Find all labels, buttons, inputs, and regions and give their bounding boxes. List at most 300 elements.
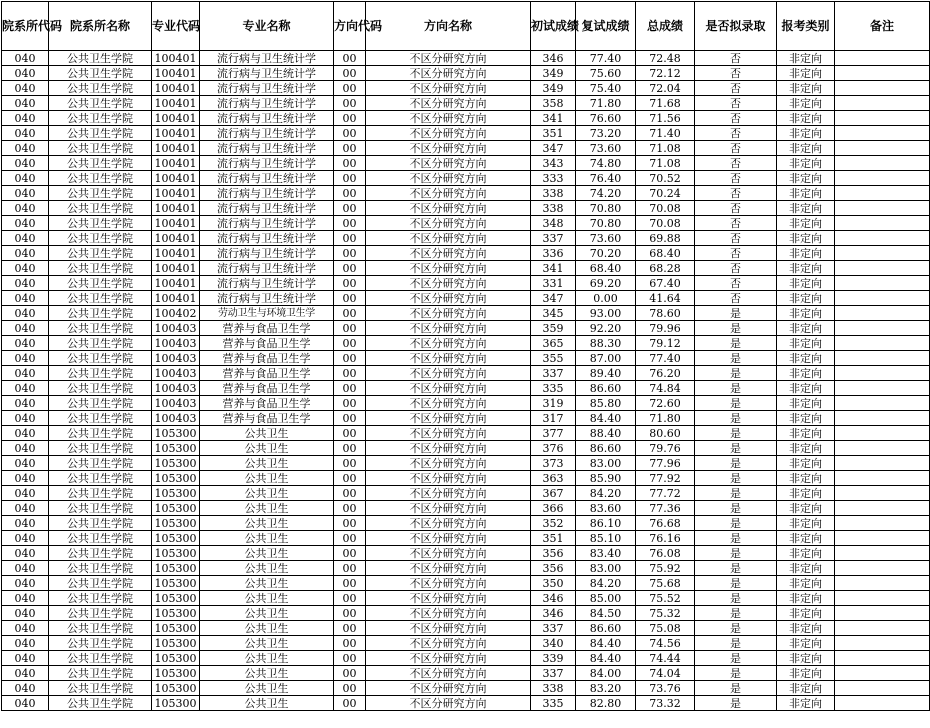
cell-remarks	[835, 366, 930, 381]
cell-admitted: 否	[695, 81, 777, 96]
cell-dept-name: 公共卫生学院	[49, 321, 152, 336]
cell-total-score: 76.16	[636, 531, 695, 546]
table-row	[2, 606, 930, 621]
cell-direction-code: 00	[334, 216, 366, 231]
cell-dept-code: 040	[2, 111, 49, 126]
cell-major-code: 100401	[152, 216, 200, 231]
cell-direction-code: 00	[334, 576, 366, 591]
cell-category: 非定向	[777, 501, 835, 516]
cell-major-code: 100401	[152, 291, 200, 306]
cell-dept-name: 公共卫生学院	[49, 681, 152, 696]
cell-total-score: 72.12	[636, 66, 695, 81]
cell-remarks	[835, 456, 930, 471]
cell-category: 非定向	[777, 606, 835, 621]
cell-dept-name: 公共卫生学院	[49, 696, 152, 711]
table-row	[2, 621, 930, 636]
cell-major-code: 100401	[152, 246, 200, 261]
cell-admitted: 是	[695, 501, 777, 516]
header-direction-name: 方向名称	[366, 2, 531, 51]
cell-remarks	[835, 441, 930, 456]
cell-major-code: 100401	[152, 276, 200, 291]
cell-direction-code: 00	[334, 261, 366, 276]
cell-category: 非定向	[777, 186, 835, 201]
cell-major-name: 流行病与卫生统计学	[200, 201, 334, 216]
cell-remarks	[835, 501, 930, 516]
cell-category: 非定向	[777, 576, 835, 591]
cell-major-code: 100401	[152, 156, 200, 171]
cell-direction-code: 00	[334, 81, 366, 96]
cell-direction-name: 不区分研究方向	[366, 231, 531, 246]
cell-major-code: 100403	[152, 381, 200, 396]
cell-initial-score: 349	[531, 81, 576, 96]
cell-category: 非定向	[777, 336, 835, 351]
cell-dept-code: 040	[2, 321, 49, 336]
cell-admitted: 是	[695, 561, 777, 576]
cell-category: 非定向	[777, 696, 835, 711]
cell-dept-code: 040	[2, 306, 49, 321]
cell-initial-score: 346	[531, 51, 576, 66]
cell-total-score: 73.32	[636, 696, 695, 711]
cell-initial-score: 346	[531, 591, 576, 606]
table-row	[2, 156, 930, 171]
cell-major-code: 100401	[152, 171, 200, 186]
cell-major-code: 100402	[152, 306, 200, 321]
table-row	[2, 396, 930, 411]
cell-retest-score: 84.40	[576, 636, 636, 651]
cell-major-code: 100401	[152, 66, 200, 81]
cell-direction-name: 不区分研究方向	[366, 336, 531, 351]
cell-remarks	[835, 351, 930, 366]
cell-admitted: 是	[695, 651, 777, 666]
cell-total-score: 75.68	[636, 576, 695, 591]
cell-direction-name: 不区分研究方向	[366, 246, 531, 261]
cell-initial-score: 335	[531, 696, 576, 711]
cell-direction-code: 00	[334, 231, 366, 246]
cell-admitted: 是	[695, 681, 777, 696]
cell-admitted: 否	[695, 96, 777, 111]
cell-total-score: 77.36	[636, 501, 695, 516]
cell-remarks	[835, 96, 930, 111]
cell-direction-name: 不区分研究方向	[366, 426, 531, 441]
cell-total-score: 69.88	[636, 231, 695, 246]
cell-initial-score: 345	[531, 306, 576, 321]
cell-direction-name: 不区分研究方向	[366, 501, 531, 516]
cell-major-name: 流行病与卫生统计学	[200, 231, 334, 246]
cell-major-code: 105300	[152, 636, 200, 651]
cell-direction-code: 00	[334, 96, 366, 111]
cell-total-score: 75.52	[636, 591, 695, 606]
cell-dept-name: 公共卫生学院	[49, 276, 152, 291]
cell-direction-name: 不区分研究方向	[366, 306, 531, 321]
cell-dept-code: 040	[2, 246, 49, 261]
cell-admitted: 是	[695, 351, 777, 366]
cell-direction-code: 00	[334, 456, 366, 471]
cell-retest-score: 86.60	[576, 441, 636, 456]
cell-admitted: 是	[695, 471, 777, 486]
cell-major-code: 100401	[152, 51, 200, 66]
cell-direction-name: 不区分研究方向	[366, 141, 531, 156]
cell-direction-code: 00	[334, 381, 366, 396]
cell-direction-code: 00	[334, 171, 366, 186]
cell-direction-code: 00	[334, 126, 366, 141]
cell-remarks	[835, 141, 930, 156]
cell-major-name: 公共卫生	[200, 546, 334, 561]
cell-major-code: 100401	[152, 186, 200, 201]
cell-major-code: 105300	[152, 516, 200, 531]
table-row	[2, 651, 930, 666]
cell-initial-score: 377	[531, 426, 576, 441]
cell-major-code: 105300	[152, 591, 200, 606]
table-row	[2, 261, 930, 276]
cell-major-code: 100403	[152, 366, 200, 381]
cell-major-name: 公共卫生	[200, 606, 334, 621]
cell-dept-code: 040	[2, 66, 49, 81]
cell-major-code: 105300	[152, 681, 200, 696]
cell-major-code: 105300	[152, 531, 200, 546]
cell-major-code: 100401	[152, 261, 200, 276]
cell-initial-score: 338	[531, 681, 576, 696]
cell-initial-score: 367	[531, 486, 576, 501]
cell-major-name: 流行病与卫生统计学	[200, 81, 334, 96]
cell-admitted: 是	[695, 441, 777, 456]
cell-admitted: 是	[695, 576, 777, 591]
cell-total-score: 75.92	[636, 561, 695, 576]
cell-major-code: 105300	[152, 486, 200, 501]
cell-dept-name: 公共卫生学院	[49, 141, 152, 156]
cell-admitted: 否	[695, 291, 777, 306]
cell-dept-code: 040	[2, 396, 49, 411]
cell-retest-score: 75.40	[576, 81, 636, 96]
cell-major-code: 100403	[152, 411, 200, 426]
cell-direction-code: 00	[334, 636, 366, 651]
cell-total-score: 74.56	[636, 636, 695, 651]
cell-admitted: 否	[695, 51, 777, 66]
cell-total-score: 68.40	[636, 246, 695, 261]
cell-retest-score: 83.40	[576, 546, 636, 561]
cell-dept-code: 040	[2, 411, 49, 426]
cell-major-code: 100401	[152, 111, 200, 126]
cell-direction-code: 00	[334, 51, 366, 66]
cell-retest-score: 86.60	[576, 381, 636, 396]
cell-admitted: 否	[695, 216, 777, 231]
table-row	[2, 681, 930, 696]
cell-dept-code: 040	[2, 366, 49, 381]
cell-total-score: 79.96	[636, 321, 695, 336]
cell-remarks	[835, 576, 930, 591]
cell-total-score: 77.40	[636, 351, 695, 366]
cell-category: 非定向	[777, 681, 835, 696]
cell-retest-score: 93.00	[576, 306, 636, 321]
cell-total-score: 76.08	[636, 546, 695, 561]
table-row	[2, 411, 930, 426]
table-body	[2, 51, 930, 711]
cell-retest-score: 69.20	[576, 276, 636, 291]
cell-initial-score: 348	[531, 216, 576, 231]
cell-major-name: 流行病与卫生统计学	[200, 141, 334, 156]
cell-initial-score: 365	[531, 336, 576, 351]
cell-dept-name: 公共卫生学院	[49, 426, 152, 441]
cell-dept-name: 公共卫生学院	[49, 351, 152, 366]
cell-dept-name: 公共卫生学院	[49, 171, 152, 186]
cell-retest-score: 84.20	[576, 486, 636, 501]
table-row	[2, 126, 930, 141]
cell-dept-code: 040	[2, 531, 49, 546]
cell-major-code: 100401	[152, 81, 200, 96]
cell-initial-score: 340	[531, 636, 576, 651]
cell-retest-score: 0.00	[576, 291, 636, 306]
cell-admitted: 否	[695, 246, 777, 261]
cell-admitted: 是	[695, 336, 777, 351]
cell-major-name: 流行病与卫生统计学	[200, 66, 334, 81]
cell-major-code: 100401	[152, 126, 200, 141]
cell-category: 非定向	[777, 261, 835, 276]
cell-major-name: 流行病与卫生统计学	[200, 126, 334, 141]
table-row	[2, 561, 930, 576]
cell-remarks	[835, 381, 930, 396]
cell-remarks	[835, 426, 930, 441]
cell-direction-code: 00	[334, 66, 366, 81]
cell-dept-name: 公共卫生学院	[49, 51, 152, 66]
cell-direction-name: 不区分研究方向	[366, 321, 531, 336]
cell-direction-name: 不区分研究方向	[366, 486, 531, 501]
cell-remarks	[835, 201, 930, 216]
cell-retest-score: 82.80	[576, 696, 636, 711]
cell-remarks	[835, 276, 930, 291]
cell-major-code: 105300	[152, 456, 200, 471]
cell-retest-score: 70.20	[576, 246, 636, 261]
cell-category: 非定向	[777, 531, 835, 546]
cell-initial-score: 363	[531, 471, 576, 486]
cell-direction-name: 不区分研究方向	[366, 111, 531, 126]
cell-major-name: 公共卫生	[200, 681, 334, 696]
cell-direction-code: 00	[334, 621, 366, 636]
cell-total-score: 76.20	[636, 366, 695, 381]
cell-direction-name: 不区分研究方向	[366, 696, 531, 711]
cell-major-name: 公共卫生	[200, 636, 334, 651]
cell-dept-name: 公共卫生学院	[49, 336, 152, 351]
cell-major-name: 流行病与卫生统计学	[200, 171, 334, 186]
cell-admitted: 是	[695, 546, 777, 561]
cell-major-code: 105300	[152, 561, 200, 576]
cell-direction-name: 不区分研究方向	[366, 51, 531, 66]
cell-major-code: 105300	[152, 606, 200, 621]
cell-initial-score: 355	[531, 351, 576, 366]
cell-dept-name: 公共卫生学院	[49, 516, 152, 531]
cell-direction-name: 不区分研究方向	[366, 381, 531, 396]
cell-direction-name: 不区分研究方向	[366, 96, 531, 111]
cell-remarks	[835, 51, 930, 66]
cell-direction-code: 00	[334, 411, 366, 426]
cell-category: 非定向	[777, 81, 835, 96]
table-row	[2, 306, 930, 321]
table-row	[2, 171, 930, 186]
cell-direction-code: 00	[334, 546, 366, 561]
table-row	[2, 231, 930, 246]
cell-remarks	[835, 651, 930, 666]
cell-remarks	[835, 621, 930, 636]
cell-direction-name: 不区分研究方向	[366, 516, 531, 531]
cell-major-code: 105300	[152, 471, 200, 486]
cell-direction-name: 不区分研究方向	[366, 411, 531, 426]
cell-major-name: 公共卫生	[200, 486, 334, 501]
cell-initial-score: 343	[531, 156, 576, 171]
cell-dept-name: 公共卫生学院	[49, 621, 152, 636]
cell-dept-code: 040	[2, 426, 49, 441]
cell-major-code: 105300	[152, 441, 200, 456]
cell-category: 非定向	[777, 471, 835, 486]
cell-total-score: 74.84	[636, 381, 695, 396]
cell-dept-code: 040	[2, 96, 49, 111]
cell-remarks	[835, 171, 930, 186]
cell-major-name: 公共卫生	[200, 651, 334, 666]
cell-category: 非定向	[777, 171, 835, 186]
cell-direction-code: 00	[334, 441, 366, 456]
header-initial-score: 初试成绩	[531, 2, 576, 51]
cell-dept-code: 040	[2, 636, 49, 651]
cell-total-score: 70.52	[636, 171, 695, 186]
cell-direction-code: 00	[334, 276, 366, 291]
cell-admitted: 否	[695, 126, 777, 141]
cell-total-score: 78.60	[636, 306, 695, 321]
cell-major-code: 105300	[152, 621, 200, 636]
table-row	[2, 456, 930, 471]
cell-retest-score: 92.20	[576, 321, 636, 336]
cell-direction-code: 00	[334, 606, 366, 621]
cell-admitted: 否	[695, 276, 777, 291]
table-row	[2, 276, 930, 291]
cell-dept-code: 040	[2, 621, 49, 636]
cell-remarks	[835, 591, 930, 606]
cell-direction-name: 不区分研究方向	[366, 471, 531, 486]
cell-direction-code: 00	[334, 141, 366, 156]
cell-direction-name: 不区分研究方向	[366, 606, 531, 621]
cell-category: 非定向	[777, 201, 835, 216]
cell-major-name: 公共卫生	[200, 576, 334, 591]
cell-remarks	[835, 606, 930, 621]
cell-total-score: 70.08	[636, 201, 695, 216]
cell-dept-code: 040	[2, 681, 49, 696]
cell-retest-score: 71.80	[576, 96, 636, 111]
cell-dept-name: 公共卫生学院	[49, 636, 152, 651]
cell-dept-name: 公共卫生学院	[49, 441, 152, 456]
header-major-code: 专业代码	[152, 2, 200, 51]
cell-dept-name: 公共卫生学院	[49, 81, 152, 96]
cell-major-name: 营养与食品卫生学	[200, 336, 334, 351]
cell-category: 非定向	[777, 441, 835, 456]
cell-direction-code: 00	[334, 666, 366, 681]
cell-category: 非定向	[777, 636, 835, 651]
table-row	[2, 531, 930, 546]
cell-remarks	[835, 666, 930, 681]
header-admitted: 是否拟录取	[695, 2, 777, 51]
cell-direction-code: 00	[334, 681, 366, 696]
cell-direction-name: 不区分研究方向	[366, 366, 531, 381]
cell-admitted: 是	[695, 321, 777, 336]
cell-retest-score: 84.40	[576, 411, 636, 426]
cell-category: 非定向	[777, 621, 835, 636]
cell-major-name: 公共卫生	[200, 561, 334, 576]
cell-total-score: 75.32	[636, 606, 695, 621]
cell-dept-code: 040	[2, 516, 49, 531]
cell-initial-score: 373	[531, 456, 576, 471]
cell-admitted: 是	[695, 516, 777, 531]
cell-dept-code: 040	[2, 666, 49, 681]
cell-retest-score: 87.00	[576, 351, 636, 366]
cell-retest-score: 74.80	[576, 156, 636, 171]
cell-retest-score: 73.60	[576, 141, 636, 156]
cell-remarks	[835, 291, 930, 306]
cell-category: 非定向	[777, 141, 835, 156]
cell-major-code: 105300	[152, 546, 200, 561]
cell-initial-score: 356	[531, 546, 576, 561]
cell-dept-code: 040	[2, 156, 49, 171]
cell-dept-code: 040	[2, 171, 49, 186]
cell-remarks	[835, 66, 930, 81]
cell-total-score: 74.04	[636, 666, 695, 681]
cell-total-score: 70.24	[636, 186, 695, 201]
cell-remarks	[835, 156, 930, 171]
table-row	[2, 636, 930, 651]
cell-direction-code: 00	[334, 201, 366, 216]
table-row	[2, 546, 930, 561]
cell-dept-name: 公共卫生学院	[49, 111, 152, 126]
cell-major-name: 公共卫生	[200, 696, 334, 711]
cell-major-name: 营养与食品卫生学	[200, 411, 334, 426]
cell-major-name: 营养与食品卫生学	[200, 351, 334, 366]
cell-total-score: 72.60	[636, 396, 695, 411]
cell-admitted: 是	[695, 306, 777, 321]
cell-dept-name: 公共卫生学院	[49, 261, 152, 276]
cell-remarks	[835, 561, 930, 576]
cell-retest-score: 76.40	[576, 171, 636, 186]
cell-dept-name: 公共卫生学院	[49, 606, 152, 621]
cell-admitted: 是	[695, 696, 777, 711]
table-row	[2, 96, 930, 111]
cell-major-code: 105300	[152, 696, 200, 711]
cell-admitted: 是	[695, 381, 777, 396]
cell-major-name: 流行病与卫生统计学	[200, 261, 334, 276]
cell-dept-code: 040	[2, 561, 49, 576]
cell-admitted: 是	[695, 426, 777, 441]
cell-retest-score: 85.10	[576, 531, 636, 546]
cell-remarks	[835, 186, 930, 201]
cell-initial-score: 337	[531, 666, 576, 681]
cell-retest-score: 84.00	[576, 666, 636, 681]
cell-dept-name: 公共卫生学院	[49, 396, 152, 411]
cell-direction-name: 不区分研究方向	[366, 216, 531, 231]
cell-direction-name: 不区分研究方向	[366, 291, 531, 306]
table-row	[2, 51, 930, 66]
cell-retest-score: 74.20	[576, 186, 636, 201]
cell-direction-name: 不区分研究方向	[366, 546, 531, 561]
cell-category: 非定向	[777, 396, 835, 411]
cell-major-code: 100403	[152, 336, 200, 351]
cell-remarks	[835, 546, 930, 561]
table-row	[2, 111, 930, 126]
cell-dept-name: 公共卫生学院	[49, 411, 152, 426]
cell-major-name: 公共卫生	[200, 666, 334, 681]
table-row	[2, 501, 930, 516]
cell-initial-score: 347	[531, 141, 576, 156]
cell-category: 非定向	[777, 366, 835, 381]
cell-direction-name: 不区分研究方向	[366, 156, 531, 171]
cell-admitted: 否	[695, 66, 777, 81]
cell-dept-code: 040	[2, 201, 49, 216]
cell-direction-code: 00	[334, 111, 366, 126]
cell-direction-code: 00	[334, 291, 366, 306]
cell-major-name: 公共卫生	[200, 591, 334, 606]
cell-dept-code: 040	[2, 261, 49, 276]
